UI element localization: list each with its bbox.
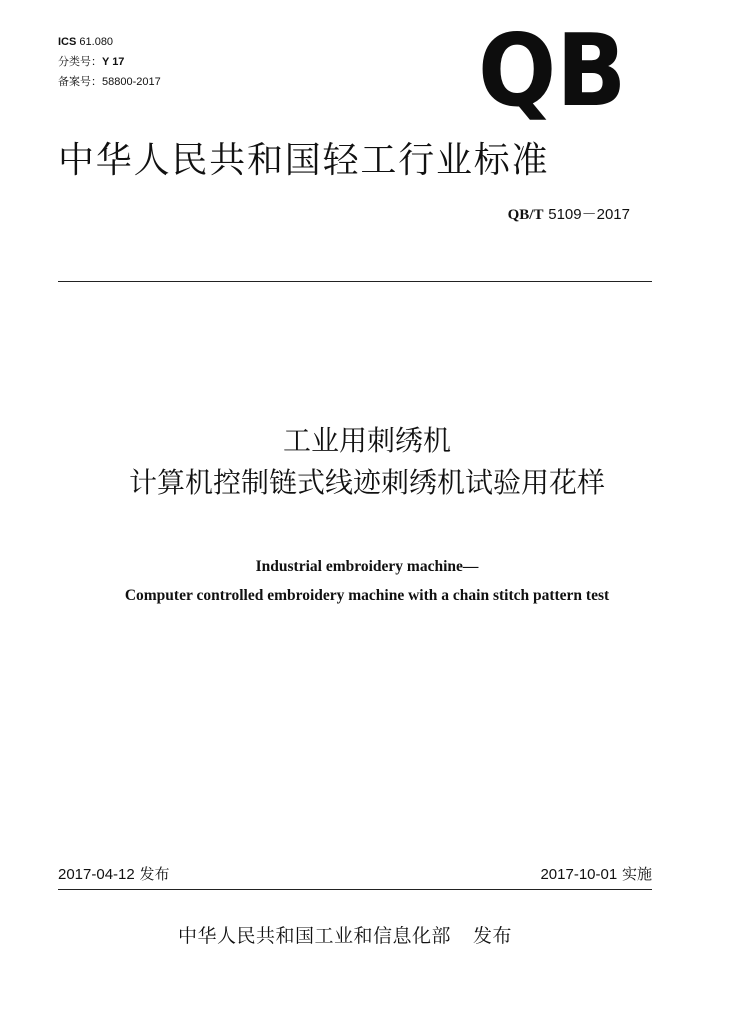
implementation-date (540, 863, 652, 884)
chinese-title-line2: 计算机控制链式线迹刺绣机试验用花样 (128, 466, 605, 499)
implementation-date-value: 2017-10-01 (540, 866, 618, 883)
ics-value: 61.080 (79, 36, 114, 48)
ics-label: ICS (58, 36, 77, 48)
issue-date (58, 863, 170, 884)
chinese-title-line1: 工业用刺绣机 (282, 424, 451, 457)
ministry-standard-title: 中华人民共和国轻工行业标准 (58, 140, 550, 181)
classification-label: 分类号： (58, 55, 102, 68)
implementation-date-label: 实施 (621, 865, 652, 883)
bottom-divider (58, 889, 652, 890)
qb-logo: QB (478, 12, 627, 129)
publisher-action: 发布 (473, 925, 513, 947)
document-metadata (58, 33, 161, 92)
standard-number (508, 203, 630, 224)
ics-code (58, 33, 161, 52)
top-divider (58, 281, 652, 282)
english-title-line1: Industrial embroidery machine— (255, 558, 479, 575)
english-title (0, 552, 734, 610)
standard-year: 5109－2017 (548, 206, 630, 223)
english-title-line2: Computer controlled embroidery machine with a chain stitch pattern test (124, 587, 610, 604)
issue-date-value: 2017-04-12 (58, 866, 135, 883)
classification-value: Y 17 (102, 56, 125, 68)
classification-number (58, 52, 161, 72)
record-value: 58800-2017 (102, 76, 161, 88)
publisher-name: 中华人民共和国工业和信息化部 (178, 925, 452, 947)
publisher (178, 921, 512, 948)
standard-code: QB/T (507, 207, 544, 223)
chinese-title (0, 420, 734, 504)
issue-date-label: 发布 (139, 865, 170, 883)
record-label: 备案号： (58, 75, 102, 88)
record-number (58, 72, 161, 92)
